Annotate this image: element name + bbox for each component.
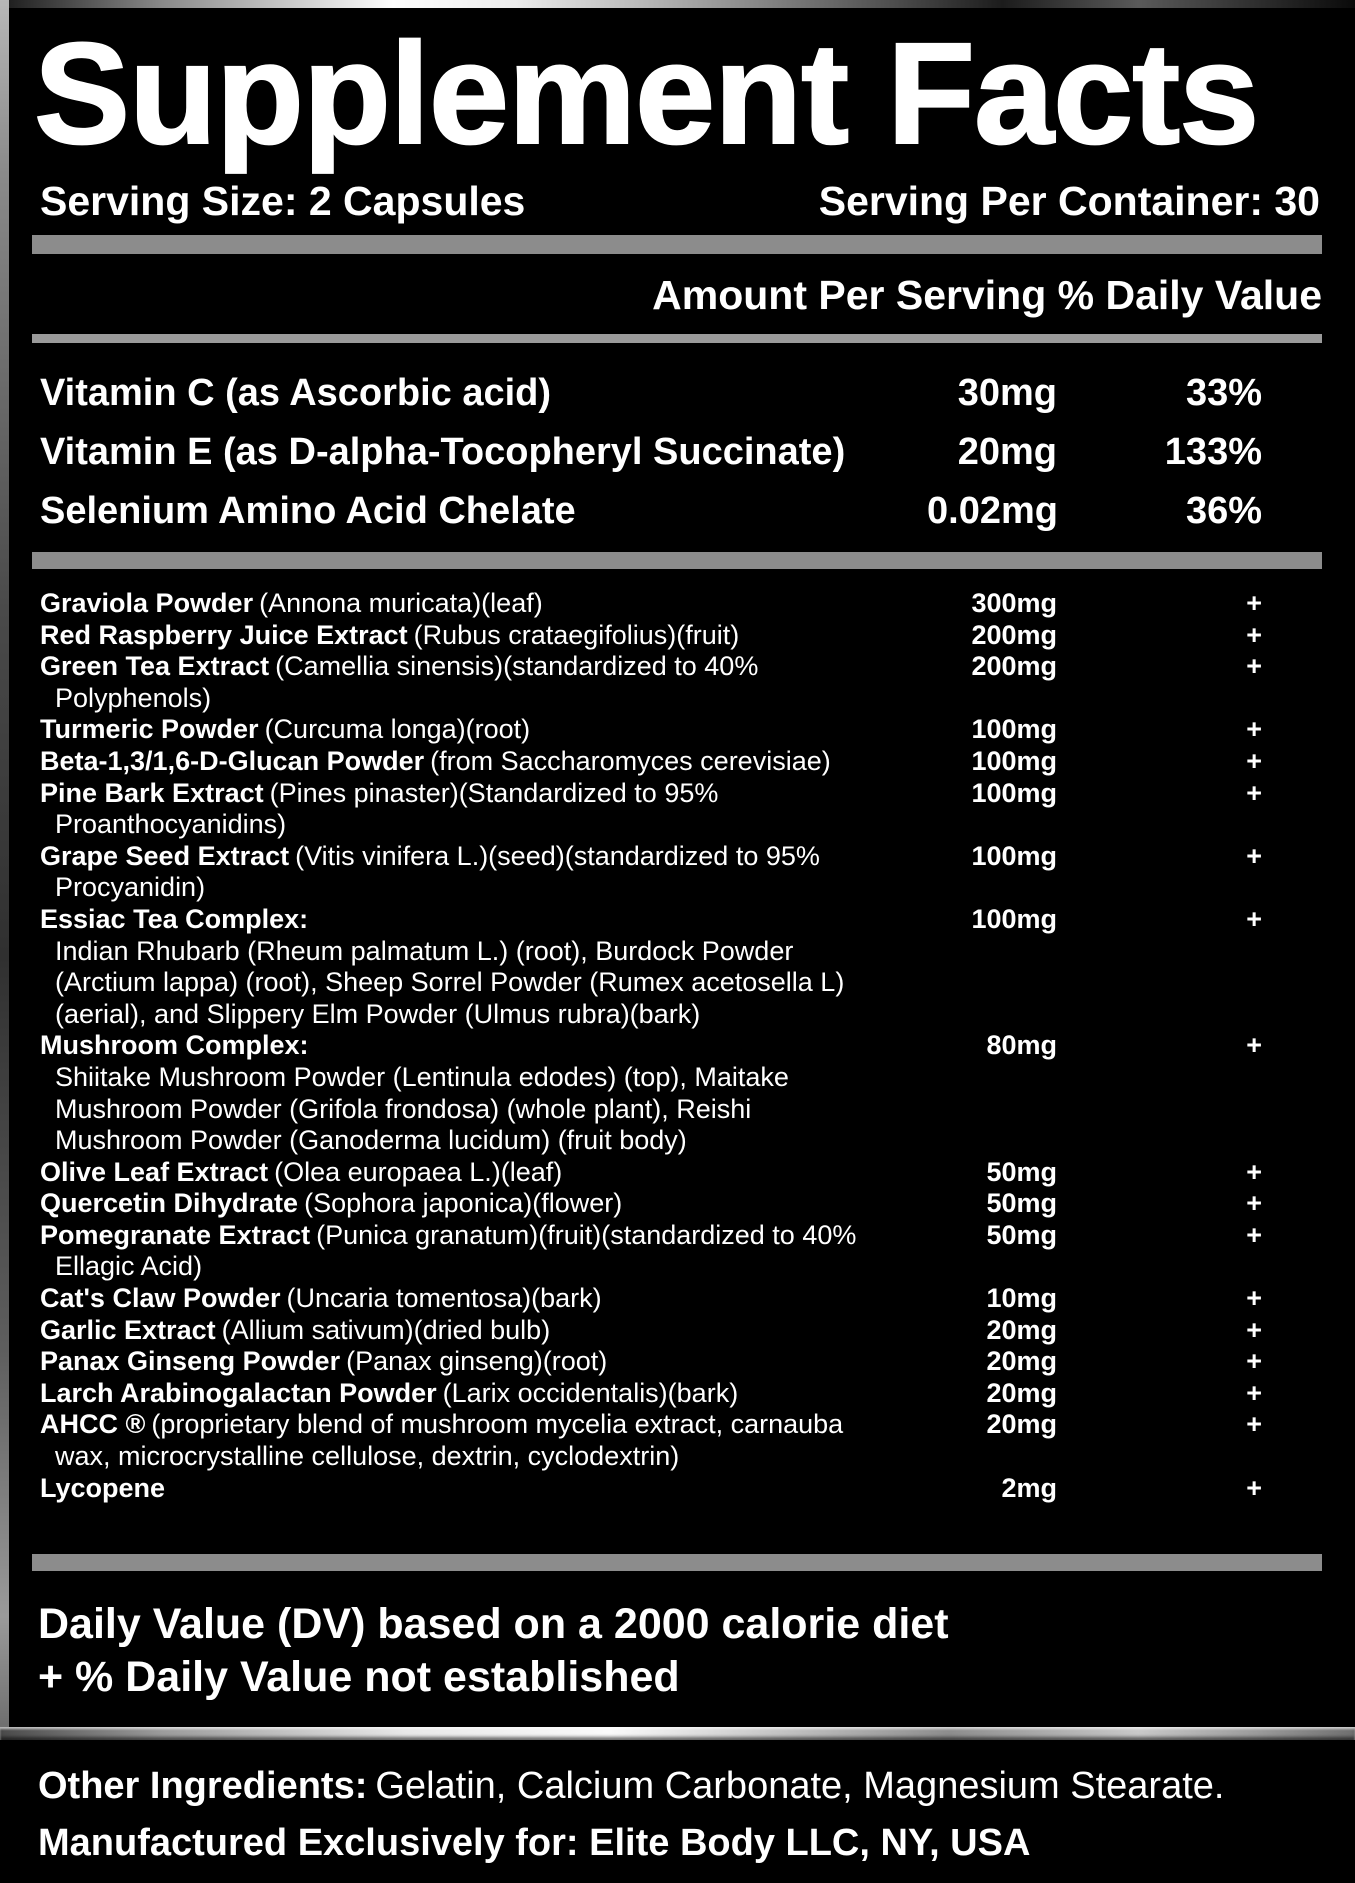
- ingredient-text: [40, 1409, 927, 1472]
- ingredient-row: [40, 714, 1322, 746]
- ingredient-amount: 10mg: [986, 1283, 1057, 1314]
- vitamin-name: Selenium Amino Acid Chelate: [40, 490, 576, 532]
- ingredient-name: Pomegranate Extract: [40, 1219, 311, 1250]
- other-ingredients-value: Gelatin, Calcium Carbonate, Magnesium Stearate.: [375, 1765, 1225, 1807]
- ingredient-row: [40, 588, 1322, 620]
- ingredient-daily-value: +: [1246, 1156, 1262, 1187]
- ingredient-text: [40, 1473, 927, 1505]
- ingredient-daily-value: +: [1246, 1219, 1262, 1250]
- ingredient-name: Pine Bark Extract: [40, 777, 264, 808]
- ingredient-continuation-line: Indian Rhubarb (Rheum palmatum L.) (root), Burdock Powder: [55, 935, 794, 966]
- ingredient-text: [40, 620, 927, 652]
- vitamin-amount: 30mg: [957, 372, 1057, 414]
- ingredient-row: [40, 620, 1322, 652]
- ingredient-description: (Rubus crataegifolius)(fruit): [413, 619, 740, 650]
- ingredient-daily-value: +: [1246, 840, 1262, 871]
- ingredient-text: [40, 1220, 927, 1283]
- ingredient-name: Cat's Claw Powder: [40, 1283, 281, 1314]
- ingredient-daily-value: +: [1246, 1314, 1262, 1345]
- ingredient-name: Lycopene: [40, 1472, 166, 1503]
- vitamin-daily-value: 36%: [1185, 490, 1262, 532]
- ingredient-description: (Camellia sinensis)(standardized to 40%: [275, 651, 759, 682]
- ingredient-name: Quercetin Dihydrate: [40, 1188, 299, 1219]
- frame-top-edge: [0, 0, 1355, 8]
- ingredient-description: (Allium sativum)(dried bulb): [221, 1314, 551, 1345]
- ingredient-daily-value: +: [1246, 1472, 1262, 1503]
- ingredient-amount: 80mg: [986, 1030, 1057, 1061]
- ingredient-text: [40, 1346, 927, 1378]
- ingredient-description: (Vitis vinifera L.)(seed)(standardized to 95%: [295, 840, 820, 871]
- ingredient-name: Mushroom Complex:: [40, 1030, 309, 1061]
- ingredient-amount: 2mg: [1001, 1472, 1057, 1503]
- ingredient-amount: 300mg: [971, 588, 1057, 618]
- ingredient-text: [40, 588, 927, 620]
- ingredient-continuation-line: (Arctium lappa) (root), Sheep Sorrel Powder (Rumex acetosella L): [55, 967, 845, 998]
- vitamin-daily-value: 133%: [1164, 431, 1262, 473]
- other-ingredients-line: [38, 1765, 1322, 1808]
- ingredient-description: (proprietary blend of mushroom mycelia extract, carnauba: [151, 1409, 844, 1440]
- ingredient-text: [40, 1283, 927, 1315]
- ingredient-amount: 50mg: [986, 1219, 1057, 1250]
- metallic-divider: [0, 1727, 1355, 1740]
- label-title: Supplement Facts: [34, 13, 1259, 174]
- ingredient-row: [40, 841, 1322, 904]
- ingredient-amount: 100mg: [971, 840, 1057, 871]
- ingredient-daily-value: +: [1246, 1283, 1262, 1314]
- servings-per-container: Serving Per Container: 30: [818, 178, 1320, 224]
- ingredient-daily-value: +: [1246, 777, 1262, 808]
- ingredient-description: (Olea europaea L.)(leaf): [274, 1156, 563, 1187]
- ingredient-row: [40, 651, 1322, 714]
- ingredient-continuation-line: Mushroom Powder (Grifola frondosa) (whole plant), Reishi: [55, 1093, 752, 1124]
- ingredient-row: [40, 1220, 1322, 1283]
- ingredient-description: (from Saccharomyces cerevisiae): [430, 745, 831, 776]
- ingredient-row: [40, 746, 1322, 778]
- footnote-daily-value: Daily Value (DV) based on a 2000 calorie diet: [38, 1600, 949, 1648]
- vitamin-row: [40, 423, 1322, 482]
- ingredient-continuation-line: Procyanidin): [55, 872, 206, 903]
- ingredient-amount: 200mg: [971, 619, 1057, 650]
- ingredient-daily-value: +: [1246, 1030, 1262, 1061]
- footnote-not-established: + % Daily Value not established: [38, 1653, 680, 1701]
- ingredient-continuation-line: Proanthocyanidins): [55, 809, 287, 840]
- ingredient-amount: 50mg: [986, 1156, 1057, 1187]
- ingredient-text: [40, 714, 927, 746]
- vitamin-amount: 0.02mg: [927, 490, 1058, 532]
- section-divider-bar: [32, 1554, 1322, 1571]
- columns-header: Amount Per Serving % Daily Value: [652, 272, 1322, 318]
- ingredient-amount: 20mg: [986, 1346, 1057, 1377]
- ingredient-row: [40, 1315, 1322, 1347]
- vitamins-section: [40, 364, 1322, 541]
- ingredient-amount: 20mg: [986, 1314, 1057, 1345]
- ingredient-amount: 100mg: [971, 714, 1057, 745]
- ingredient-row: [40, 1473, 1322, 1505]
- frame-left-edge: [0, 0, 9, 1738]
- ingredient-continuation-line: (aerial), and Slippery Elm Powder (Ulmus rubra)(bark): [55, 998, 701, 1029]
- ingredient-daily-value: +: [1246, 1377, 1262, 1408]
- ingredient-description: (Punica granatum)(fruit)(standardized to 40%: [316, 1219, 857, 1250]
- ingredient-row: [40, 1346, 1322, 1378]
- vitamin-row: [40, 482, 1322, 541]
- serving-info-row: [40, 178, 1320, 225]
- ingredient-description: (Sophora japonica)(flower): [304, 1188, 623, 1219]
- ingredient-text: [40, 1157, 927, 1189]
- ingredient-amount: 20mg: [986, 1409, 1057, 1440]
- ingredient-text: [40, 651, 927, 714]
- ingredient-amount: 100mg: [971, 745, 1057, 776]
- ingredient-name: AHCC ®: [40, 1409, 146, 1440]
- section-divider-bar: [32, 552, 1322, 569]
- ingredient-daily-value: +: [1246, 745, 1262, 776]
- ingredient-continuation-line: wax, microcrystalline cellulose, dextrin, cyclodextrin): [55, 1441, 680, 1472]
- ingredient-daily-value: +: [1246, 651, 1262, 682]
- ingredient-description: (Uncaria tomentosa)(bark): [286, 1283, 602, 1314]
- other-ingredients-label: Other Ingredients:: [38, 1765, 368, 1807]
- ingredient-row: [40, 1157, 1322, 1189]
- ingredient-amount: 200mg: [971, 651, 1057, 682]
- ingredient-name: Red Raspberry Juice Extract: [40, 619, 408, 650]
- ingredient-continuation-line: Ellagic Acid): [55, 1251, 203, 1282]
- ingredient-row: [40, 1283, 1322, 1315]
- ingredients-section: [40, 588, 1322, 1504]
- ingredient-name: Turmeric Powder: [40, 714, 259, 745]
- vitamin-amount: 20mg: [957, 431, 1057, 473]
- ingredient-row: [40, 1188, 1322, 1220]
- footnotes: [38, 1598, 1322, 1704]
- ingredient-amount: 100mg: [971, 903, 1057, 934]
- ingredient-amount: 50mg: [986, 1188, 1057, 1219]
- ingredient-continuation-line: Shiitake Mushroom Powder (Lentinula edodes) (top), Maitake: [55, 1061, 789, 1092]
- ingredient-text: [40, 1378, 927, 1410]
- ingredient-amount: 100mg: [971, 777, 1057, 808]
- ingredient-amount: 20mg: [986, 1377, 1057, 1408]
- ingredient-row: [40, 778, 1322, 841]
- ingredient-continuation-line: Polyphenols): [55, 682, 212, 713]
- ingredient-description: (Panax ginseng)(root): [346, 1346, 608, 1377]
- ingredient-name: Graviola Powder: [40, 588, 254, 618]
- ingredient-text: [40, 1030, 927, 1156]
- vitamin-row: [40, 364, 1322, 423]
- serving-size: Serving Size: 2 Capsules: [40, 178, 526, 224]
- ingredient-description: (Curcuma longa)(root): [264, 714, 531, 745]
- ingredient-daily-value: +: [1246, 714, 1262, 745]
- ingredient-row: [40, 1378, 1322, 1410]
- ingredient-row: [40, 1030, 1322, 1156]
- header-rule: [32, 334, 1322, 343]
- ingredient-name: Garlic Extract: [40, 1314, 216, 1345]
- ingredient-description: (Larix occidentalis)(bark): [442, 1377, 739, 1408]
- ingredient-daily-value: +: [1246, 1409, 1262, 1440]
- ingredient-name: Essiac Tea Complex:: [40, 903, 309, 934]
- ingredient-name: Panax Ginseng Powder: [40, 1346, 341, 1377]
- ingredient-text: [40, 904, 927, 1030]
- ingredient-name: Green Tea Extract: [40, 651, 270, 682]
- ingredient-name: Beta-1,3/1,6-D-Glucan Powder: [40, 745, 425, 776]
- ingredient-row: [40, 1409, 1322, 1472]
- vitamin-daily-value: 33%: [1185, 372, 1262, 414]
- ingredient-daily-value: +: [1246, 1188, 1262, 1219]
- ingredient-text: [40, 1315, 927, 1347]
- ingredient-daily-value: +: [1246, 903, 1262, 934]
- ingredient-daily-value: +: [1246, 1346, 1262, 1377]
- ingredient-text: [40, 1188, 927, 1220]
- ingredient-row: [40, 904, 1322, 1030]
- ingredient-description: (Pines pinaster)(Standardized to 95%: [269, 777, 719, 808]
- ingredient-name: Olive Leaf Extract: [40, 1156, 269, 1187]
- ingredient-text: [40, 778, 927, 841]
- ingredient-continuation-line: Mushroom Powder (Ganoderma lucidum) (fruit body): [55, 1125, 687, 1156]
- ingredient-text: [40, 746, 927, 778]
- ingredient-daily-value: +: [1246, 588, 1262, 618]
- ingredient-description: (Annona muricata)(leaf): [259, 588, 543, 618]
- vitamin-name: Vitamin C (as Ascorbic acid): [40, 372, 552, 414]
- ingredient-text: [40, 841, 927, 904]
- section-divider-bar: [32, 235, 1322, 254]
- manufactured-line: Manufactured Exclusively for: Elite Body LLC, NY, USA: [38, 1822, 1031, 1864]
- vitamin-name: Vitamin E (as D-alpha-Tocopheryl Succinate): [40, 431, 846, 473]
- ingredient-name: Grape Seed Extract: [40, 840, 290, 871]
- ingredient-name: Larch Arabinogalactan Powder: [40, 1377, 437, 1408]
- ingredient-daily-value: +: [1246, 619, 1262, 650]
